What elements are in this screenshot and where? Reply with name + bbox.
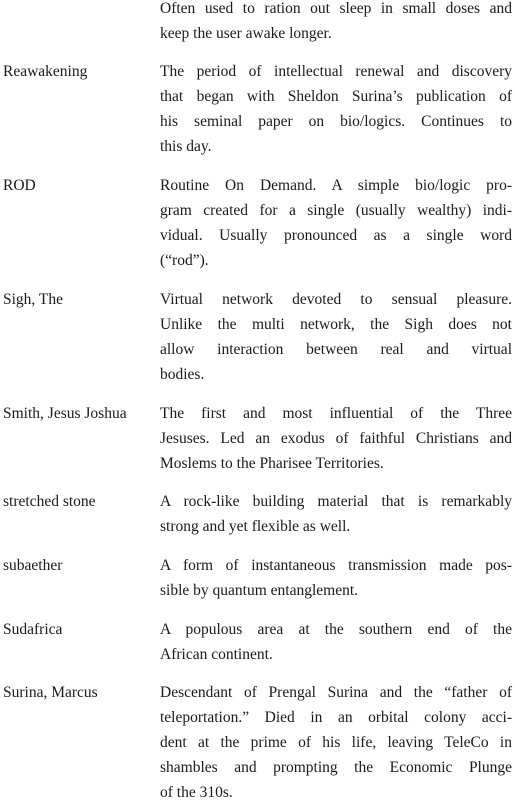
definition-line: shambles and prompting the Economic Plunge — [160, 759, 512, 776]
definition-line: Unlike the multi network, the Sigh does not — [160, 316, 512, 333]
glossary-term: subaether — [3, 557, 63, 574]
glossary-term: Smith, Jesus Joshua — [3, 405, 127, 422]
glossary-term: Reawakening — [3, 63, 88, 80]
definition-line: of the 310s. — [160, 784, 233, 801]
definition-line: Jesuses. Led an exodus of faithful Christians and — [160, 430, 512, 447]
glossary-definition — [160, 680, 512, 805]
definition-line: that began with Sheldon Surina’s publication of — [160, 88, 512, 105]
definition-line: Virtual network devoted to sensual pleasure. — [160, 291, 512, 308]
definition-line: teleportation.” Died in an orbital colony acci- — [160, 709, 512, 726]
definition-line: vidual. Usually pronounced as a single word — [160, 227, 512, 244]
definition-line: allow interaction between real and virtual — [160, 341, 512, 358]
definition-line: keep the user awake longer. — [160, 25, 332, 42]
definition-line: dent at the prime of his life, leaving TeleCo in — [160, 734, 512, 751]
glossary-term: stretched stone — [3, 493, 96, 510]
definition-line: Routine On Demand. A simple bio/logic pro- — [160, 177, 512, 194]
glossary-term: Surina, Marcus — [3, 684, 98, 701]
definition-line: A form of instantaneous transmission made pos- — [160, 557, 512, 574]
definition-line: bodies. — [160, 366, 205, 383]
glossary-definition — [160, 59, 512, 159]
definition-line: (“rod”). — [160, 252, 209, 269]
glossary-definition — [160, 401, 512, 476]
glossary-definition — [160, 489, 512, 539]
definition-line: African continent. — [160, 646, 273, 663]
definition-line: Descendant of Prengal Surina and the “father of — [160, 684, 512, 701]
definition-line: A populous area at the southern end of the — [160, 621, 512, 638]
glossary-definition — [160, 173, 512, 273]
glossary-definition — [160, 617, 512, 667]
definition-line: his seminal paper on bio/logics. Continues to — [160, 113, 512, 130]
glossary-definition — [160, 287, 512, 387]
glossary-term: Sudafrica — [3, 621, 63, 638]
definition-line: The period of intellectual renewal and discovery — [160, 63, 512, 80]
definition-line: Moslems to the Pharisee Territories. — [160, 455, 384, 472]
glossary-definition — [160, 553, 512, 603]
definition-line: strong and yet flexible as well. — [160, 518, 351, 535]
definition-line: this day. — [160, 138, 212, 155]
definition-line: The first and most influential of the Three — [160, 405, 512, 422]
glossary-definition — [160, 0, 512, 46]
glossary-term: Sigh, The — [3, 291, 63, 308]
definition-line: gram created for a single (usually wealthy) indi- — [160, 202, 512, 219]
definition-line: Often used to ration out sleep in small doses and — [160, 0, 512, 17]
definition-line: sible by quantum entanglement. — [160, 582, 359, 599]
glossary-term: ROD — [3, 177, 36, 194]
definition-line: A rock-like building material that is remarkably — [160, 493, 512, 510]
